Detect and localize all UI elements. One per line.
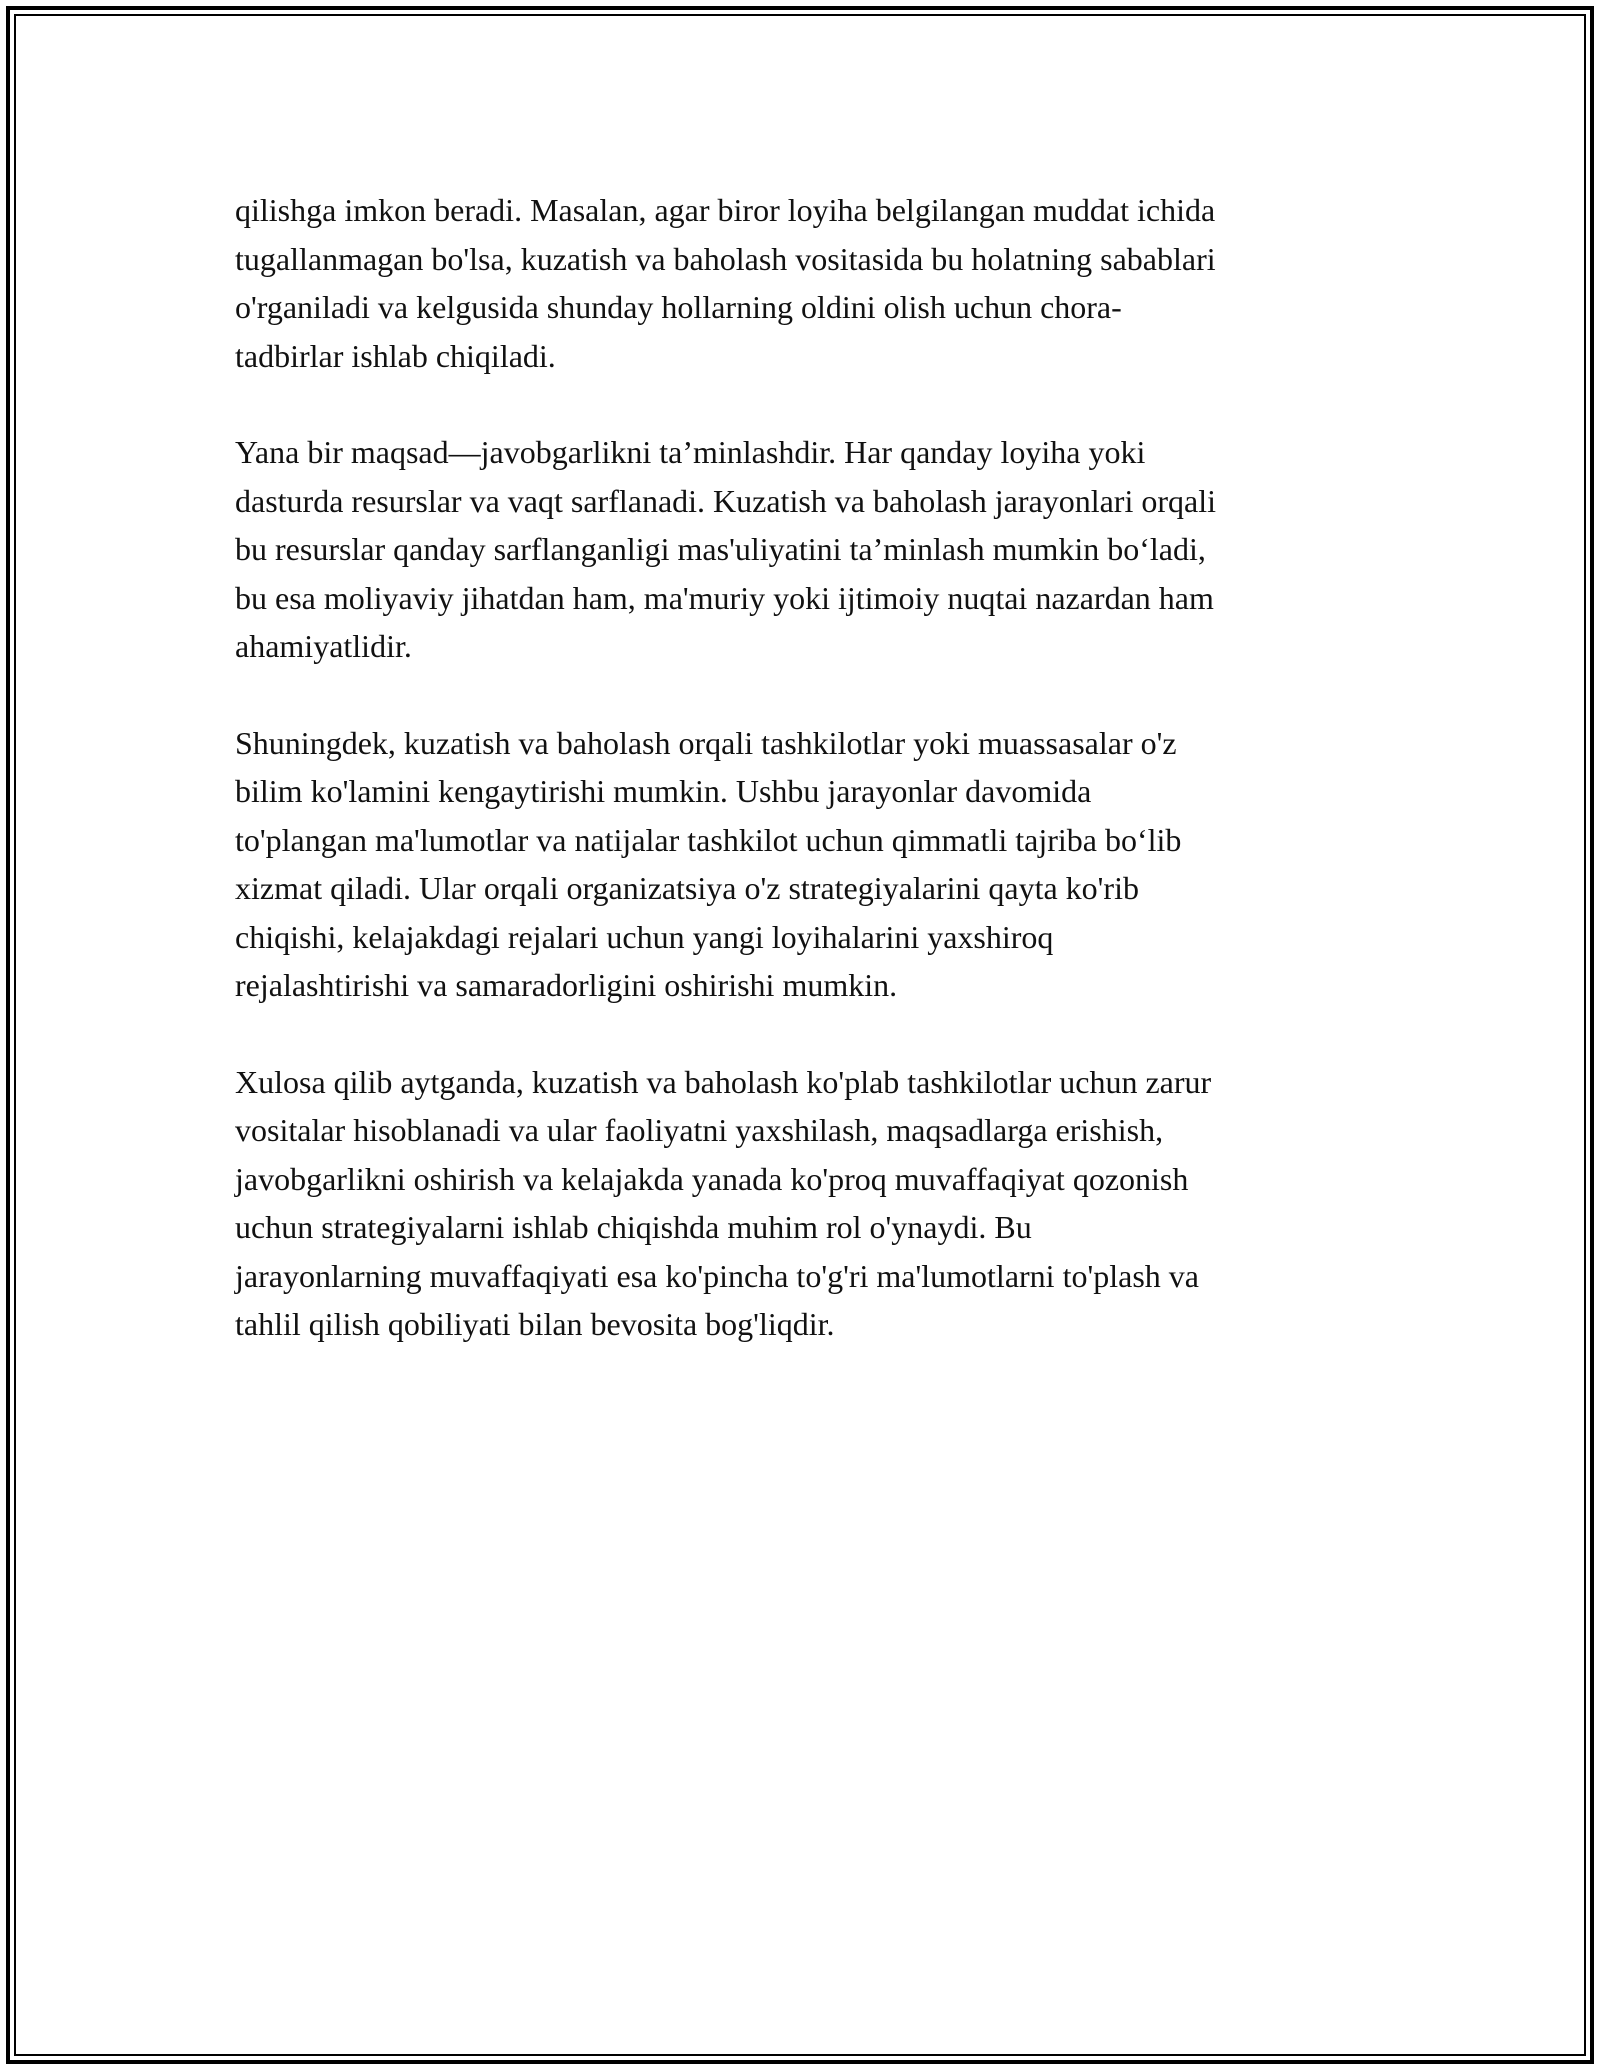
paragraph-accountability: Yana bir maqsad—javobgarlikni ta’minlashdir. Har qanday loyiha yoki dasturda resurslar va vaqt sarflanadi. Kuzatish va baholash jarayonlari orqali bu resurslar qanday sarflanganligi mas'uliyatini ta’minlash mumkin bo‘ladi, bu esa moliyaviy jihatdan ham, ma'muriy yoki ijtimoiy nuqtai nazardan ham ahamiyatlidir. — [235, 434, 1216, 664]
paragraph-conclusion: Xulosa qilib aytganda, kuzatish va baholash ko'plab tashkilotlar uchun zarur vositalar hisoblanadi va ular faoliyatni yaxshilash, maqsadlarga erishish, javobgarlikni oshirish va kelajakda yanada ko'proq muvaffaqiyat qozonish uchun strategiyalarni ishlab chiqishda muhim rol o'ynaydi. Bu jarayonlarning muvaffaqiyati esa ko'pincha to'g'ri ma'lumotlarni to'plash va tahlil qilish qobiliyati bilan bevosita bog'liqdir. — [235, 1063, 1212, 1342]
paragraph-purpose-analysis: qilishga imkon beradi. Masalan, agar biror loyiha belgilangan muddat ichida tugallanmagan bo'lsa, kuzatish va baholash vositasida bu holatning sabablari o'rganiladi va kelgusida shunday hollarning oldini olish uchun chora- tadbirlar ishlab chiqiladi. — [235, 192, 1216, 374]
paragraph-knowledge-expansion: Shuningdek, kuzatish va baholash orqali tashkilotlar yoki muassasalar o'z bilim ko'lamini kengaytirishi mumkin. Ushbu jarayonlar davomida to'plangan ma'lumotlar va natijalar tashkilot uchun qimmatli tajriba bo‘lib xizmat qiladi. Ular orqali organizatsiya o'z strategiyalarini qayta ko'rib chiqishi, kelajakdagi rejalari uchun yangi loyihalarini yaxshiroq rejalashtirishi va samaradorligini oshirishi mumkin. — [235, 724, 1182, 1003]
page-body — [235, 186, 1365, 1397]
